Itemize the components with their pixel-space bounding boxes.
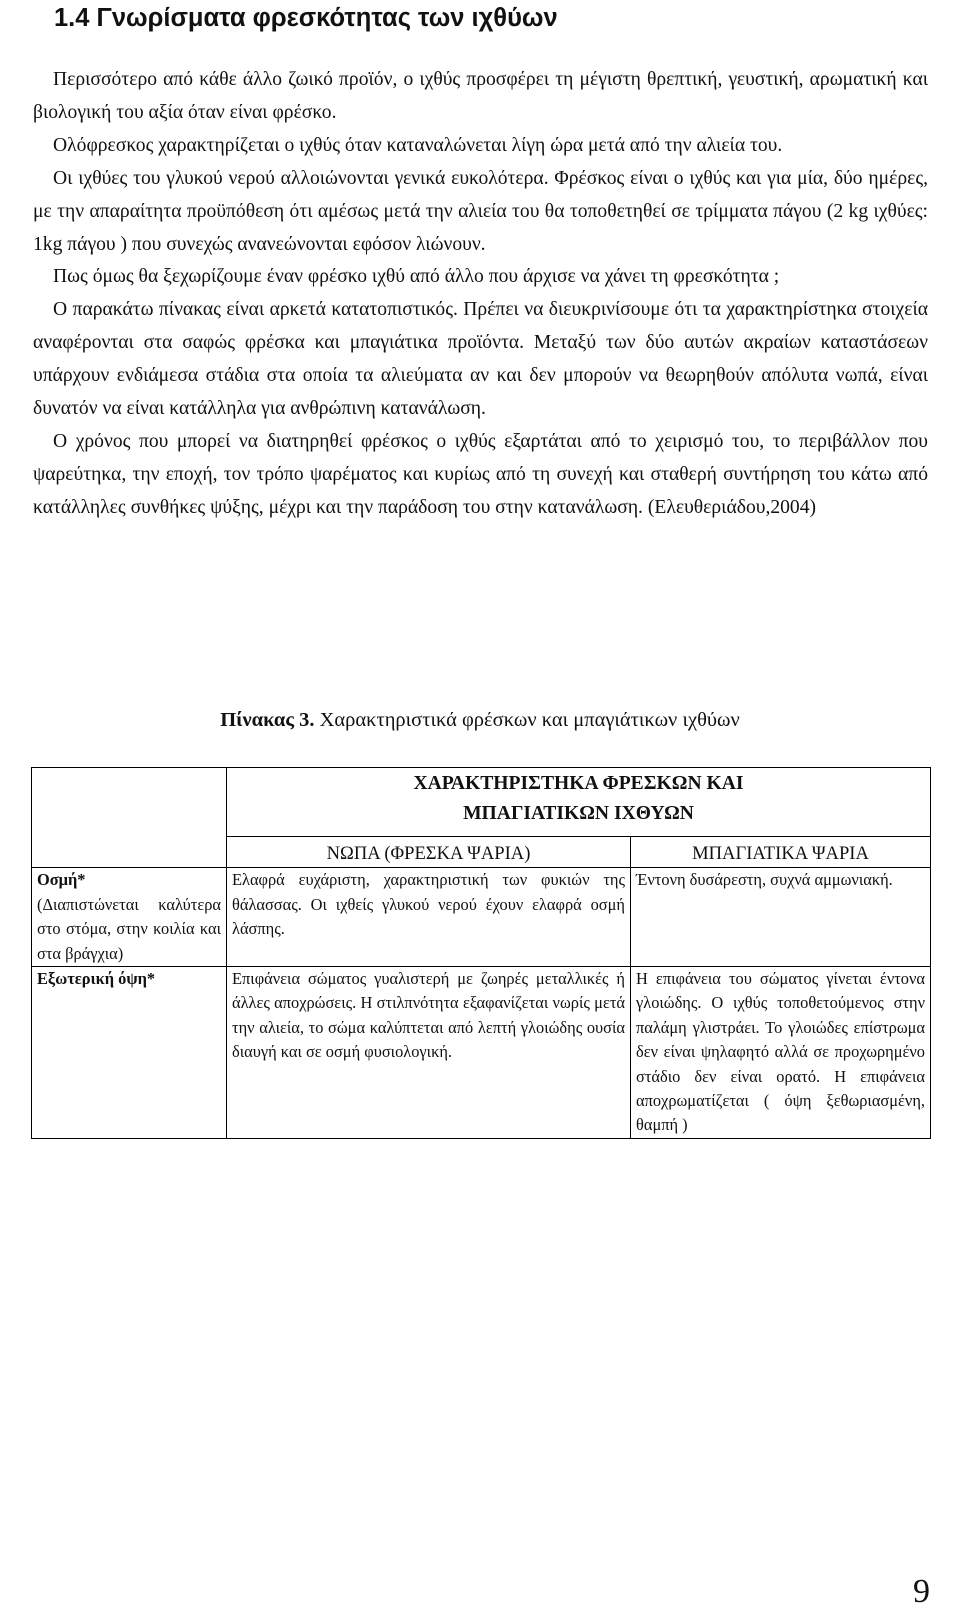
stale-cell: Η επιφάνεια του σώματος γίνεται έντονα γλοιώδης. Ο ιχθύς τοποθετούμενος στην παλάμη γλιστράει. Το γλοιώδες επίστρωμα δεν είναι ψηλαφητό αλλά σε προχωρημένο στάδιο δεν είναι ορατό. Η επιφάνεια αποχρωματίζεται ( όψη ξεθωριασμένη, θαμπή ) [631, 967, 931, 1139]
page-number: 9 [913, 1573, 930, 1610]
body-text [33, 64, 928, 525]
freshness-table [31, 767, 931, 1139]
paragraph: Πως όμως θα ξεχωρίζουμε έναν φρέσκο ιχθύ από άλλο που άρχισε να χάνει τη φρεσκότητα ; [53, 266, 780, 288]
table-caption-label: Πίνακας 3. [220, 709, 315, 731]
row-label: Οσμή* [37, 870, 86, 890]
table-title-line: ΧΑΡΑΚΤΗΡΙΣΤΗΚΑ ΦΡΕΣΚΩΝ ΚΑΙ [413, 773, 744, 794]
table-title-line: ΜΠΑΓΙΑΤΙΚΩΝ ΙΧΘΥΩΝ [463, 803, 694, 824]
paragraph: Ο χρόνος που μπορεί να διατηρηθεί φρέσκος ο ιχθύς εξαρτάται από το χειρισμό του, το περιβάλλον που ψαρεύτηκα, την εποχή, τον τρόπο ψαρέματος και κυρίως από τη συνεχή και σταθερή συντήρηση του κάτω από κατάλληλες συνθήκες ψύξης, μέχρι και την παράδοση του στην κατανάλωση. (Ελευθεριάδου,2004) [33, 430, 928, 518]
fresh-cell: Επιφάνεια σώματος γυαλιστερή με ζωηρές μεταλλικές ή άλλες αποχρώσεις. Η στιλπνότητα εξαφανίζεται νωρίς μετά την αλιεία, το σώμα καλύπτεται από λεπτή γλοιώδης ουσία διαυγή και σε οσμή φυσιολογική. [227, 967, 631, 1139]
section-heading: 1.4 Γνωρίσματα φρεσκότητας των ιχθύων [54, 4, 558, 32]
row-header-smell [32, 868, 227, 967]
table-title [227, 768, 931, 837]
paragraph: Ο παρακάτω πίνακας είναι αρκετά κατατοπιστικός. Πρέπει να διευκρινίσουμε ότι τα χαρακτηρίστηκα στοιχεία αναφέρονται στα σαφώς φρέσκα και μπαγιάτικα προϊόντα. Μεταξύ των δύο αυτών ακραίων καταστάσεων υπάρχουν ενδιάμεσα στάδια στα οποία τα αλιεύματα αν και δεν μπορούν να θεωρηθούν απόλυτα νωπά, είναι δυνατόν να είναι κατάλληλα για ανθρώπινη κατανάλωση. [33, 299, 928, 420]
row-header-appearance [32, 967, 227, 1139]
paragraph: Περισσότερο από κάθε άλλο ζωικό προϊόν, ο ιχθύς προσφέρει τη μέγιστη θρεπτική, γευστική, αρωματική και βιολογική του αξία όταν είναι φρέσκο. [33, 69, 928, 123]
column-header-stale: ΜΠΑΓΙΑΤΙΚΑ ΨΑΡΙΑ [631, 837, 931, 868]
row-label: Εξωτερική όψη* [37, 969, 156, 989]
fresh-cell: Ελαφρά ευχάριστη, χαρακτηριστική των φυκιών της θάλασσας. Οι ιχθείς γλυκού νερού έχουν ελαφρά οσμή λάσπης. [227, 868, 631, 967]
table-row [32, 967, 931, 1139]
table-row [32, 868, 931, 967]
table-caption [0, 706, 960, 734]
column-header-fresh: ΝΩΠΑ (ΦΡΕΣΚΑ ΨΑΡΙΑ) [227, 837, 631, 868]
stale-cell: Έντονη δυσάρεστη, συχνά αμμωνιακή. [631, 868, 931, 967]
table-corner-cell [32, 768, 227, 868]
paragraph: Ολόφρεσκος χαρακτηρίζεται ο ιχθύς όταν καταναλώνεται λίγη ώρα μετά από την αλιεία του. [53, 134, 783, 156]
table-caption-text: Χαρακτηριστικά φρέσκων και μπαγιάτικων ιχθύων [314, 709, 740, 731]
row-note: (Διαπιστώνεται καλύτερα στο στόμα, στην κοιλία και στα βράγχια) [37, 894, 221, 963]
paragraph: Οι ιχθύες του γλυκού νερού αλλοιώνονται γενικά ευκολότερα. Φρέσκος είναι ο ιχθύς και για μία, δύο ημέρες, με την απαραίτητα προϋπόθεση ότι αμέσως μετά την αλιεία του θα τοποθετηθεί σε τρίμματα πάγου (2 kg ιχθύες: 1kg πάγου ) που συνεχώς ανανεώνονται εφόσον λιώνουν. [33, 167, 928, 255]
table-title-row [32, 768, 931, 837]
